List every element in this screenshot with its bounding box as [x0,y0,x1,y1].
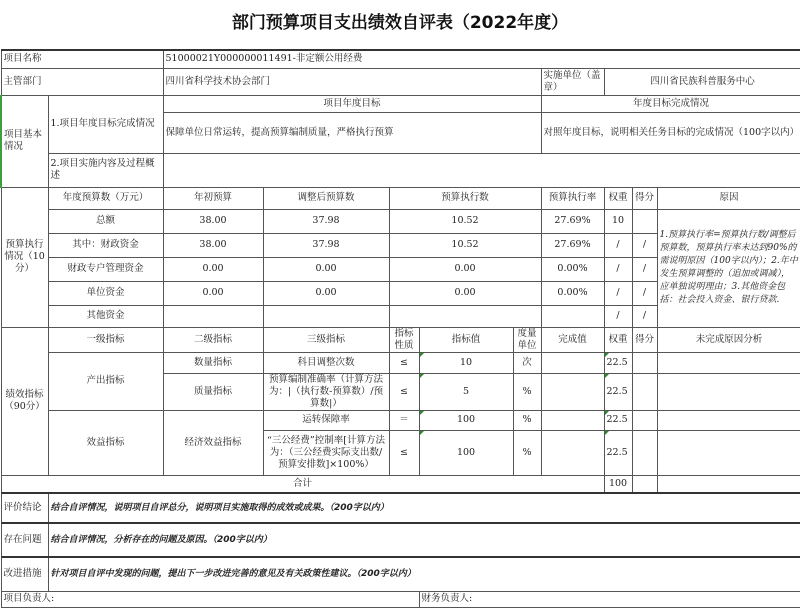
budget-executed[interactable]: 0.00 [389,257,541,281]
perf-header: 指标值 [419,327,513,352]
budget-initial[interactable]: 38.00 [163,233,263,257]
dept-value[interactable]: 四川省科学技术协会部门 [163,68,541,95]
problem-text[interactable]: 结合自评情况，分析存在的问题及原因。（200字以内） [48,523,800,557]
budget-row-name: 其中：财政资金 [48,233,163,257]
done-value[interactable] [541,352,604,373]
budget-adjusted[interactable]: 0.00 [263,257,389,281]
budget-adjusted[interactable]: 37.98 [263,233,389,257]
nature[interactable]: ≤ [389,352,419,373]
budget-header: 原因 [657,187,800,209]
budget-adjusted[interactable]: 37.98 [263,209,389,233]
reason[interactable] [657,430,800,475]
budget-row-name: 财政专户管理资金 [48,257,163,281]
budget-initial[interactable] [163,305,263,327]
budget-reason[interactable]: 1.预算执行率=预算执行数/调整后预算数，预算执行率未达到90%的需说明原因（100字以内）；2.年中发生预算调整的（追加或调减），应单独说明理由；3.其他资金包括：社会投入资金、银行贷款. [657,209,800,327]
budget-score[interactable]: / [632,281,657,305]
level2-quality: 质量指标 [163,373,263,410]
budget-row-name: 总额 [48,209,163,233]
self-evaluation-table [0,49,800,608]
perf-header: 一级指标 [48,327,163,352]
goal-header: 项目年度目标 [163,95,541,112]
level1-output: 产出指标 [48,352,163,410]
level3[interactable]: 运转保障率 [263,410,389,430]
level3[interactable]: 科目调整次数 [263,352,389,373]
unit[interactable]: 次 [513,352,541,373]
total-reason[interactable] [657,475,800,493]
perf-header: 权重 [604,327,632,352]
level2-economic: 经济效益指标 [163,410,263,475]
budget-header: 权重 [604,187,632,209]
completion-header: 年度目标完成情况 [541,95,800,112]
level3[interactable]: 预算编制准确率（计算方法为：|（执行数-预算数）/预算数|） [263,373,389,410]
completion-text[interactable]: 对照年度目标，说明相关任务目标的完成情况（100字以内） [541,112,800,153]
perf-row [1,352,800,373]
budget-weight[interactable]: 10 [604,209,632,233]
reason[interactable] [657,352,800,373]
weight[interactable]: 22.5 [604,373,632,410]
performance-label: 绩效指标（90分） [1,327,48,475]
target-value[interactable]: 10 [419,352,513,373]
reason[interactable] [657,410,800,430]
conclusion-label: 评价结论 [1,493,48,523]
budget-rate[interactable]: 0.00% [541,257,604,281]
done-value[interactable] [541,430,604,475]
budget-rate[interactable]: 27.69% [541,209,604,233]
budget-initial[interactable]: 0.00 [163,257,263,281]
impl-unit-value[interactable]: 四川省民族科普服务中心 [604,68,800,95]
budget-rate[interactable]: 27.69% [541,233,604,257]
budget-adjusted[interactable]: 0.00 [263,281,389,305]
budget-rate[interactable] [541,305,604,327]
budget-header: 预算执行率 [541,187,604,209]
budget-weight[interactable]: / [604,233,632,257]
budget-weight[interactable]: / [604,281,632,305]
budget-weight[interactable]: / [604,257,632,281]
nature[interactable]: ≤ [389,373,419,410]
goal-row-label: 1.项目年度目标完成情况 [48,95,163,153]
perf-header: 三级指标 [263,327,389,352]
budget-score[interactable] [632,209,657,233]
perf-header: 得分 [632,327,657,352]
score[interactable] [632,410,657,430]
total-weight: 100 [604,475,632,493]
budget-header: 预算执行数 [389,187,541,209]
nature[interactable]: ≤ [389,430,419,475]
perf-header: 二级指标 [163,327,263,352]
goal-text[interactable]: 保障单位日常运转，提高预算编制质量，严格执行预算 [163,112,541,153]
budget-executed[interactable] [389,305,541,327]
budget-initial[interactable]: 0.00 [163,281,263,305]
budget-row [1,209,800,233]
budget-row-name: 其他资金 [48,305,163,327]
page-title: 部门预算项目支出绩效自评表（2022年度） [231,13,569,33]
budget-initial[interactable]: 38.00 [163,209,263,233]
score[interactable] [632,373,657,410]
weight[interactable]: 22.5 [604,430,632,475]
total-label: 合计 [1,475,604,493]
budget-score[interactable]: / [632,233,657,257]
budget-weight[interactable]: / [604,305,632,327]
budget-header: 年初预算 [163,187,263,209]
budget-label: 预算执行情况（10分） [1,187,48,327]
budget-rate[interactable]: 0.00% [541,281,604,305]
finance-owner[interactable]: 财务负责人: [419,591,800,607]
project-name-value[interactable]: 51000021Y000000011491-非定额公用经费 [163,50,800,68]
budget-executed[interactable]: 10.52 [389,209,541,233]
content-text[interactable] [163,153,800,187]
budget-executed[interactable]: 0.00 [389,281,541,305]
dept-label: 主管部门 [1,68,163,95]
perf-header: 指标性质 [389,327,419,352]
target-value[interactable]: 100 [419,410,513,430]
impl-unit-label: 实施单位（盖章） [541,68,604,95]
perf-row [1,410,800,430]
budget-row-name: 单位资金 [48,281,163,305]
nature[interactable]: ＝ [389,410,419,430]
perf-header: 完成值 [541,327,604,352]
level3[interactable]: “三公经费”控制率[计算方法为：（三公经费实际支出数/预算安排数]×100%） [263,430,389,475]
project-name-label: 项目名称 [1,50,163,68]
project-owner[interactable]: 项目负责人: [1,591,419,607]
perf-header: 未完成原因分析 [657,327,800,352]
basic-info-label: 项目基本情况 [1,95,48,187]
problem-label: 存在问题 [1,523,48,557]
level1-benefit: 效益指标 [48,410,163,475]
perf-header: 度量单位 [513,327,541,352]
measure-text[interactable]: 针对项目自评中发现的问题，提出下一步改进完善的意见及有关政策性建议。（200字以内） [48,557,800,591]
done-value[interactable] [541,373,604,410]
conclusion-text[interactable]: 结合自评情况，说明项目自评总分，说明项目实施取得的成效或成果。（200字以内） [48,493,800,523]
target-value[interactable]: 100 [419,430,513,475]
budget-executed[interactable]: 10.52 [389,233,541,257]
total-score[interactable] [632,475,657,493]
reason[interactable] [657,373,800,410]
done-value[interactable] [541,410,604,430]
weight[interactable]: 22.5 [604,352,632,373]
budget-adjusted[interactable] [263,305,389,327]
budget-header: 得分 [632,187,657,209]
unit[interactable]: % [513,430,541,475]
score[interactable] [632,430,657,475]
budget-score[interactable]: / [632,257,657,281]
budget-score[interactable]: / [632,305,657,327]
unit[interactable]: % [513,410,541,430]
budget-header: 年度预算数（万元） [48,187,163,209]
score[interactable] [632,352,657,373]
target-value[interactable]: 5 [419,373,513,410]
weight[interactable]: 22.5 [604,410,632,430]
budget-header: 调整后预算数 [263,187,389,209]
measure-label: 改进措施 [1,557,48,591]
unit[interactable]: % [513,373,541,410]
content-label: 2.项目实施内容及过程概述 [48,153,163,187]
level2-quantity: 数量指标 [163,352,263,373]
